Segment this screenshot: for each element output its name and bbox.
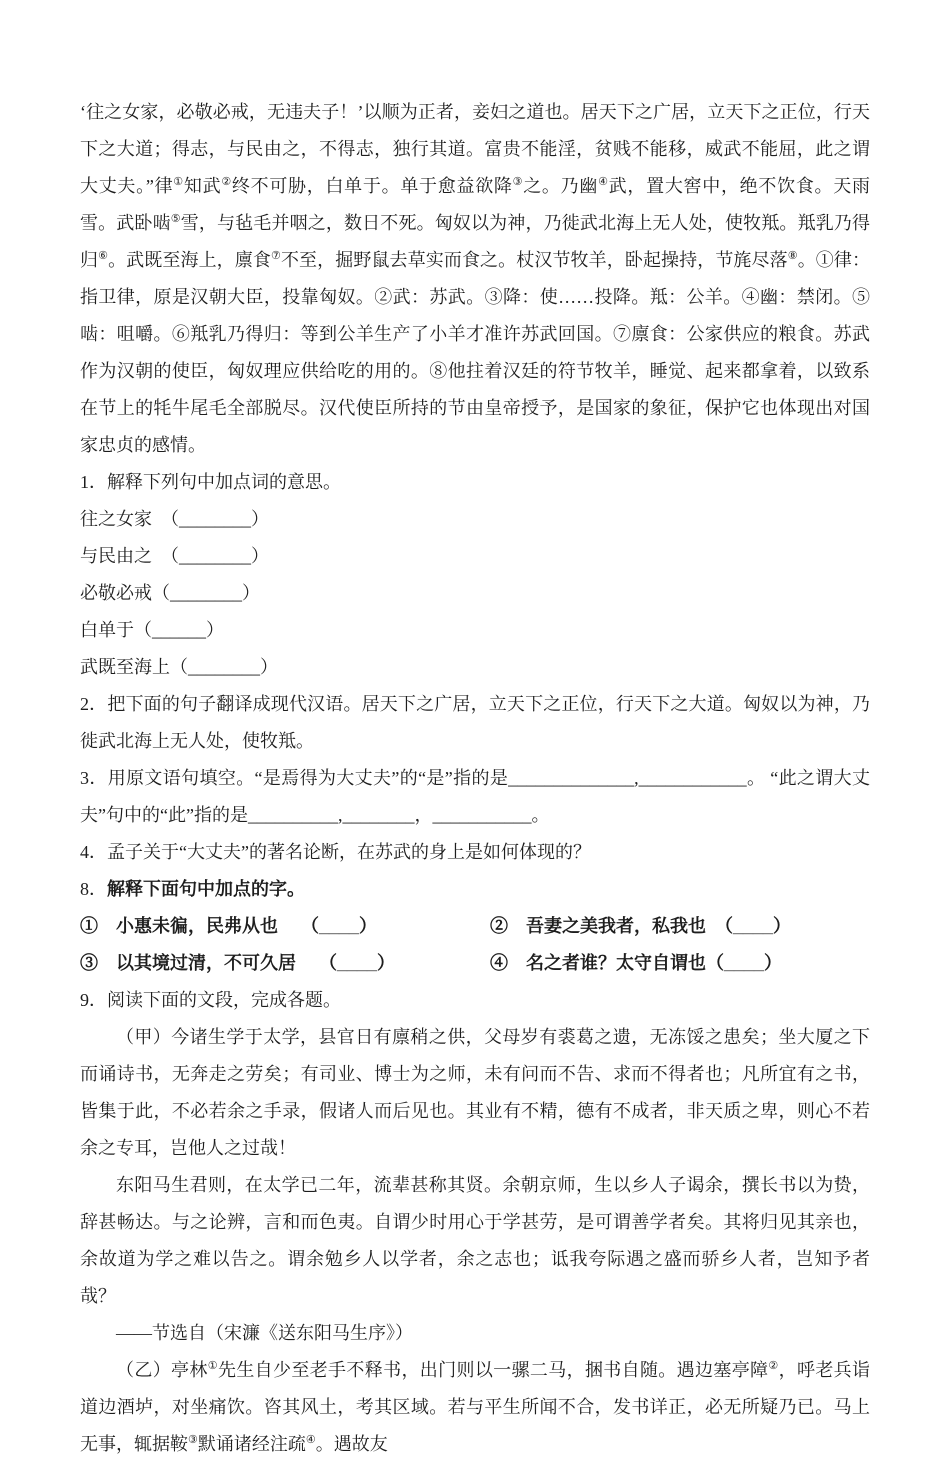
question-8-row-1 (80, 908, 870, 945)
question-8-label (80, 871, 870, 908)
question-8-number: 8． (80, 879, 107, 899)
question-8-item-1: ① 小惠未徧，民弗从也 （____） (80, 916, 378, 936)
question-8-label-text: 解释下面句中加点的字。 (107, 879, 305, 899)
question-3-text: 3．用原文语句填空。“是焉得为大丈夫”的“是”指的是______________,____________。 “此之谓大丈夫”句中的“此”指的是__________,________，___________。 (80, 768, 870, 825)
question-8-item-3: ③ 以其境过清，不可久居 （____） (80, 953, 396, 973)
passage-dongyang-text: 东阳马生君则，在太学已二年，流辈甚称其贤。余朝京师，生以乡人子谒余，撰长书以为贽，辞甚畅达。与之论辨，言和而色夷。自谓少时用心于学甚劳，是可谓善学者矣。其将归见其亲也，余故道为学之难以告之。谓余勉乡人以学者，余之志也；诋我夸际遇之盛而骄乡人者，岂知予者哉？ (80, 1175, 870, 1306)
question-1-label: 1．解释下列句中加点词的意思。 (80, 472, 341, 492)
question-8-item-4: ④ 名之者谁？太守自谓也（____） (490, 953, 783, 973)
passage-mengzi-suwu-text: ‘往之女家，必敬必戒，无违夫子！’以顺为正者，妾妇之道也。居天下之广居，立天下之正位，行天下之大道；得志，与民由之，不得志，独行其道。富贵不能淫，贫贱不能移，威武不能屈，此之谓大丈夫。”律①知武②终不可胁，白单于。单于愈益欲降③之。乃幽④武，置大窖中，绝不饮食。天雨雪。武卧啮⑤雪，与毡毛并咽之，数日不死。匈奴以为神，乃徙武北海上无人处，使牧羝。羝乳乃得归⑥。武既至海上，廪食⑦不至，掘野鼠去草实而食之。杖汉节牧羊，卧起操持，节旄尽落⑧。①律：指卫律，原是汉朝大臣，投靠匈奴。②武：苏武。③降：使……投降。羝：公羊。④幽：禁闭。⑤啮：咀嚼。⑥羝乳乃得归：等到公羊生产了小羊才准许苏武回国。⑦廪食：公家供应的粮食。苏武作为汉朝的使臣，匈奴理应供给吃的用的。⑧他拄着汉廷的符节牧羊，睡觉、起来都拿着，以致系在节上的牦牛尾毛全部脱尽。汉代使臣所持的节由皇帝授予，是国家的象征，保护它也体现出对国家忠贞的感情。 (80, 102, 871, 455)
passage-jia-text: （甲）今诸生学于太学，县官日有廪稍之供，父母岁有裘葛之遗，无冻馁之患矣；坐大厦之下而诵诗书，无奔走之劳矣；有司业、博士为之师，未有问而不告、求而不得者也；凡所宜有之书，皆集于此，不必若余之手录，假诸人而后见也。其业有不精，德有不成者，非天质之卑，则心不若余之专耳，岂他人之过哉！ (80, 1027, 870, 1158)
question-1-item-2: 与民由之 （________） (80, 546, 269, 566)
question-1-item-5: 武既至海上（________） (80, 657, 278, 677)
question-9-text: 9．阅读下面的文段，完成各题。 (80, 990, 341, 1010)
question-2-text: 2．把下面的句子翻译成现代汉语。居天下之广居，立天下之正位，行天下之大道。匈奴以为神，乃徙武北海上无人处，使牧羝。 (80, 694, 870, 751)
passage-source-line: ——节选自（宋濂《送东阳马生序》） (116, 1323, 413, 1343)
passage-yi-text: （乙）亭林①先生自少至老手不释书，出门则以一骡二马，捆书自随。遇边塞亭障②，呼老兵诣道边酒垆，对坐痛饮。咨其风土，考其区域。若与平生所闻不合，发书详正，必无所疑乃已。马上无事，辄据鞍③默诵诸经注疏④。遇故友 (80, 1360, 871, 1454)
question-1-item-1: 往之女家 （________） (80, 509, 269, 529)
question-4-text: 4．孟子关于“大丈夫”的著名论断，在苏武的身上是如何体现的？ (80, 842, 591, 862)
question-8-row-2 (80, 945, 870, 982)
question-8-item-2: ② 吾妻之美我者，私我也 （____） (490, 916, 792, 936)
question-1-item-3: 必敬必戒（________） (80, 583, 260, 603)
question-1-item-4: 白单于（______） (80, 620, 224, 640)
